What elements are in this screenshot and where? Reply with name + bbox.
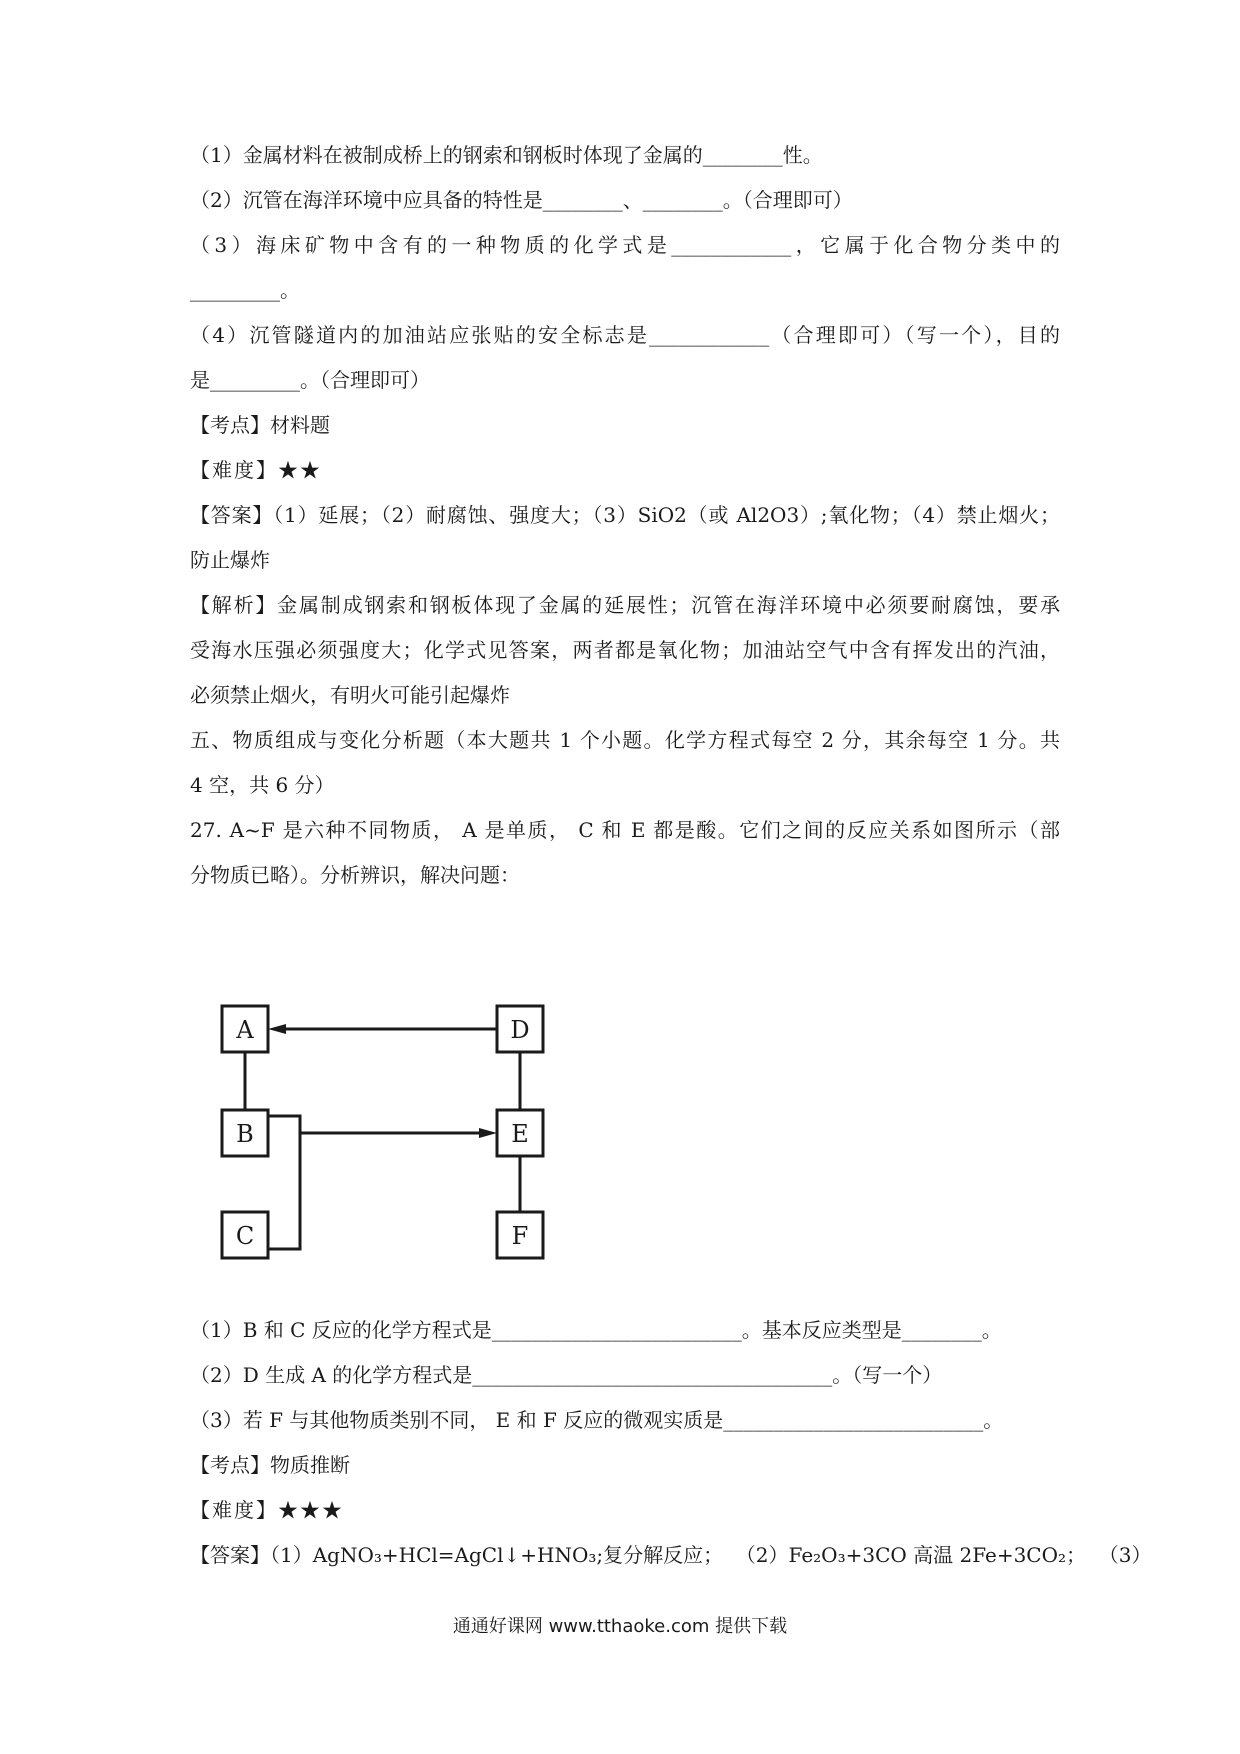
q26-part4-line2: 是_________。（合理即可） [190,368,430,392]
q26-part3-line1: （3）海床矿物中含有的一种物质的化学式是____________，它属于化合物分类中的 [190,233,1060,257]
q27-part3: （3）若 F 与其他物质类别不同， E 和 F 反应的微观实质是__________________________。 [190,1408,1004,1432]
q27-part1: （1）B 和 C 反应的化学方程式是_________________________。基本反应类型是________。 [190,1318,1002,1342]
q27-kaodian: 【考点】物质推断 [190,1453,350,1477]
q26-part3-line2: _________。 [190,278,300,302]
q26-answer-line1: 【答案】（1）延展；（2）耐腐蚀、强度大；（3）SiO2（或 Al2O3）;氧化物；（4）禁止烟火； [190,503,1060,527]
node-b-label: B [236,1120,254,1148]
node-f-label: F [511,1222,529,1250]
q26-part2: （2）沉管在海洋环境中应具备的特性是________、________。（合理即可） [190,188,853,212]
section5-heading-line1: 五、物质组成与变化分析题（本大题共 1 个小题。化学方程式每空 2 分，其余每空 1 分。共 [190,728,1060,752]
section5-heading-line2: 4 空，共 6 分） [190,773,335,797]
q26-part1: （1）金属材料在被制成桥上的钢索和钢板时体现了金属的________性。 [190,143,823,167]
q26-analysis-line1: 【解析】金属制成钢索和钢板体现了金属的延展性；沉管在海洋环境中必须要耐腐蚀，要承 [190,593,1060,617]
node-e-label: E [511,1120,529,1148]
q26-analysis-line2: 受海水压强必须强度大；化学式见答案，两者都是氧化物；加油站空气中含有挥发出的汽油， [190,638,1060,662]
page-footer: 通通好课网 www.tthaoke.com 提供下载 [452,1616,788,1637]
q26-answer-line2: 防止爆炸 [190,548,270,572]
q26-kaodian: 【考点】材料题 [190,413,330,437]
arrowhead-at-a [268,1024,286,1034]
q27-nandu: 【难度】★★★ [190,1498,344,1522]
q26-analysis-line3: 必须禁止烟火，有明火可能引起爆炸 [190,683,510,707]
q26-nandu: 【难度】★★ [190,458,322,482]
arrowhead-at-e [479,1128,497,1138]
q27-stem-line1: 27. A~F 是六种不同物质， A 是单质， C 和 E 都是酸。它们之间的反应关系如图所示（部 [190,818,1060,842]
q27-answer: 【答案】（1）AgNO₃+HCl=AgCl↓+HNO₃;复分解反应； （2）Fe₂O₃+3CO 高温 2Fe+3CO₂； （3） [190,1543,1152,1567]
reaction-diagram [210,996,570,1296]
q27-part2: （2）D 生成 A 的化学方程式是____________________________________。（写一个） [190,1363,943,1387]
q27-stem-line2: 分物质已略）。分析辨识，解决问题： [190,863,520,887]
q26-part4-line1: （4）沉管隧道内的加油站应张贴的安全标志是____________（合理即可）（写一个），目的 [190,323,1060,347]
link-b-c-bracket [268,1116,300,1249]
node-a-label: A [236,1016,254,1044]
node-d-label: D [510,1016,530,1044]
node-c-label: C [235,1222,255,1250]
